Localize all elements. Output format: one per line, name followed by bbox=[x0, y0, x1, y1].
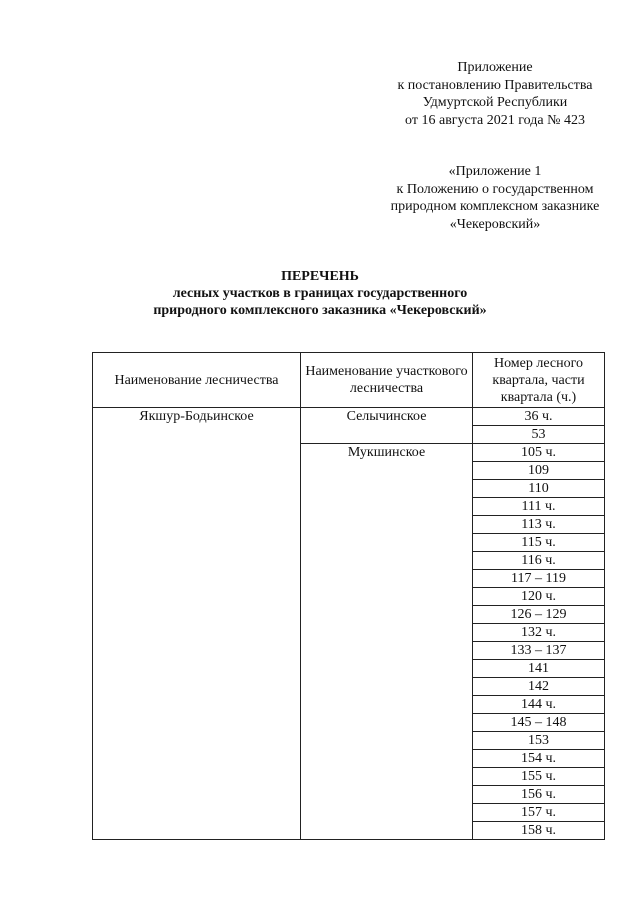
quarter-number: 145 – 148 bbox=[473, 714, 605, 732]
appendix-line: к постановлению Правительства bbox=[397, 77, 593, 93]
quarter-number: 142 bbox=[473, 678, 605, 696]
appendix-line: «Чекеровский» bbox=[449, 216, 541, 232]
table-row bbox=[93, 408, 605, 426]
quarter-number: 154 ч. bbox=[473, 750, 605, 768]
document-title bbox=[110, 268, 530, 319]
quarter-number: 110 bbox=[473, 480, 605, 498]
title-subline: природного комплексного заказника «Чекеровский» bbox=[153, 303, 487, 318]
title-subline: лесных участков в границах государственного bbox=[172, 286, 468, 301]
quarter-number: 105 ч. bbox=[473, 444, 605, 462]
quarter-number: 113 ч. bbox=[473, 516, 605, 534]
quarter-number: 109 bbox=[473, 462, 605, 480]
header-forestry: Наименование лесничества bbox=[93, 353, 301, 408]
quarter-number: 141 bbox=[473, 660, 605, 678]
appendix-1-header bbox=[365, 163, 625, 233]
quarter-number: 155 ч. bbox=[473, 768, 605, 786]
appendix-line: к Положению о государственном bbox=[396, 181, 594, 197]
appendix-line: «Приложение 1 bbox=[448, 164, 542, 179]
quarter-number: 156 ч. bbox=[473, 786, 605, 804]
table-body bbox=[93, 408, 605, 840]
quarter-number: 111 ч. bbox=[473, 498, 605, 516]
appendix-line: природном комплексном заказнике bbox=[390, 199, 600, 214]
quarter-number: 132 ч. bbox=[473, 624, 605, 642]
quarter-number: 158 ч. bbox=[473, 822, 605, 840]
quarter-number: 117 – 119 bbox=[473, 570, 605, 588]
quarter-number: 120 ч. bbox=[473, 588, 605, 606]
title-heading: ПЕРЕЧЕНЬ bbox=[281, 269, 359, 284]
forest-plots-table bbox=[92, 352, 605, 840]
table-header-row bbox=[93, 353, 605, 408]
district-name: Селычинское bbox=[301, 408, 473, 444]
appendix-line: Приложение bbox=[457, 60, 533, 75]
quarter-number: 157 ч. bbox=[473, 804, 605, 822]
header-district: Наименование участкового лесничества bbox=[301, 353, 473, 408]
quarter-number: 116 ч. bbox=[473, 552, 605, 570]
header-quarter: Номер лесного квартала, части квартала (ч.) bbox=[473, 353, 605, 408]
district-name: Мукшинское bbox=[301, 444, 473, 840]
quarter-number: 126 – 129 bbox=[473, 606, 605, 624]
quarter-number: 153 bbox=[473, 732, 605, 750]
appendix-line: Удмуртской Республики bbox=[422, 95, 568, 110]
appendix-header bbox=[360, 59, 630, 129]
quarter-number: 144 ч. bbox=[473, 696, 605, 714]
quarter-number: 36 ч. bbox=[473, 408, 605, 426]
quarter-number: 115 ч. bbox=[473, 534, 605, 552]
appendix-line: от 16 августа 2021 года № 423 bbox=[405, 112, 585, 128]
forestry-name: Якшур-Бодьинское bbox=[93, 408, 301, 840]
quarter-number: 53 bbox=[473, 426, 605, 444]
quarter-number: 133 – 137 bbox=[473, 642, 605, 660]
